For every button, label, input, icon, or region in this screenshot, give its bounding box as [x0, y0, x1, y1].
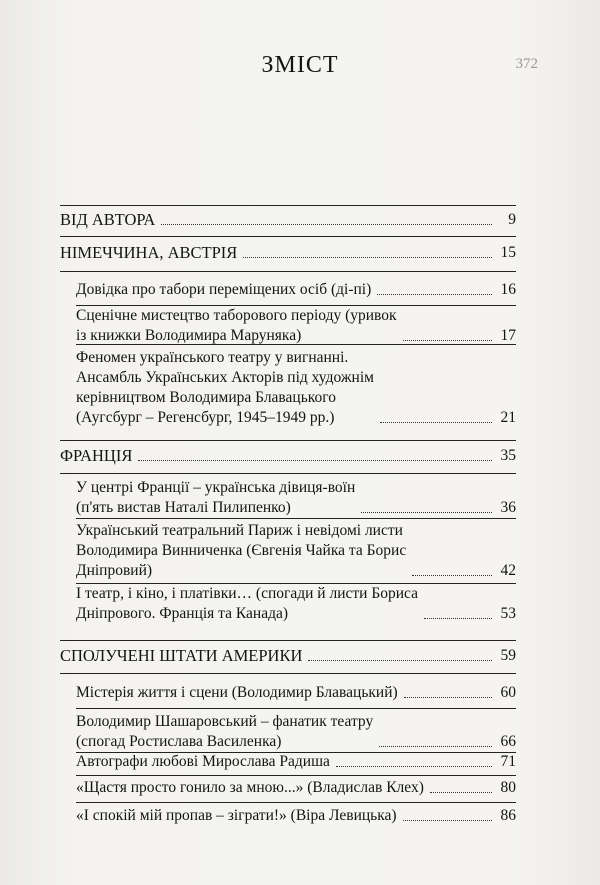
- toc-page-number: 53: [500, 605, 516, 622]
- page-folio: 372: [515, 56, 538, 72]
- dot-leader: [412, 575, 492, 576]
- toc-entry-stsenichne: [76, 306, 516, 346]
- toc-page-number: 71: [500, 753, 516, 770]
- dot-leader: [336, 766, 492, 767]
- dot-leader: [403, 820, 492, 821]
- toc-page-number: 21: [500, 409, 516, 426]
- toc-entry-avtohrafy: [76, 752, 516, 772]
- dot-leader: [377, 294, 492, 295]
- dot-leader: [161, 224, 492, 225]
- toc-entry-paryzh: [76, 521, 516, 581]
- toc-entry-shasharovskyi: [76, 712, 516, 752]
- toc-section-author: [60, 210, 516, 230]
- toc-page-number: 9: [508, 211, 516, 228]
- toc-page-number: 17: [500, 327, 516, 344]
- toc-entry-title: Містерія життя і сцени (Володимир Блавацький): [76, 684, 398, 701]
- toc-page-number: 15: [500, 244, 516, 261]
- page-title: ЗМІСТ: [261, 52, 339, 78]
- toc-entry-title: Сценічне мистецтво таборового періоду (уривок із книжки Володимира Маруняка): [76, 307, 397, 344]
- toc-entry-title: І театр, і кіно, і платівки… (спогади й листи Бориса Дніпрового. Франція та Канада): [76, 585, 418, 622]
- toc-page-number: 16: [500, 281, 516, 298]
- divider: [60, 640, 516, 641]
- toc-page-number: 60: [500, 684, 516, 701]
- dot-leader: [243, 257, 492, 258]
- toc-section-title: СПОЛУЧЕНІ ШТАТИ АМЕРИКИ: [60, 646, 303, 665]
- toc-entry-title: Автографи любові Мирослава Радиша: [76, 753, 330, 770]
- toc-entry-tsentri: [76, 478, 516, 518]
- toc-page-number: 66: [500, 733, 516, 750]
- toc-entry-title: У центрі Франції – українська дівиця-воїн (п'ять вистав Наталі Пилипенко): [76, 479, 356, 516]
- toc-page-number: 80: [500, 779, 516, 796]
- toc-entry-dovidka: [76, 280, 516, 300]
- toc-section-germany: [60, 243, 516, 263]
- divider: [76, 802, 516, 803]
- toc-entry-title: «І спокій мій пропав – зіграти!» (Віра Левицька): [76, 807, 397, 824]
- toc-section-france: [60, 446, 516, 466]
- divider: [60, 673, 516, 674]
- toc-section-title: НІМЕЧЧИНА, АВСТРІЯ: [60, 243, 238, 262]
- toc-entry-fenomen: [76, 348, 516, 428]
- toc-page-number: 59: [500, 647, 516, 664]
- divider: [60, 236, 516, 237]
- toc-entry-misteriya: [76, 683, 516, 703]
- divider: [76, 775, 516, 776]
- dot-leader: [430, 792, 492, 793]
- dot-leader: [424, 618, 492, 619]
- divider: [60, 271, 516, 272]
- dot-leader: [138, 460, 492, 461]
- divider: [76, 708, 516, 709]
- toc-section-usa: [60, 646, 516, 666]
- toc-entry-spokii: [76, 806, 516, 826]
- divider: [76, 518, 516, 519]
- toc-entry-title: Довідка про табори переміщених осіб (ді-пі): [76, 281, 372, 298]
- toc-entry-shchastia: [76, 778, 516, 798]
- toc-entry-title: Володимир Шашаровський – фанатик театру (спогад Ростислава Василенка): [76, 713, 374, 750]
- dot-leader: [379, 746, 492, 747]
- divider: [60, 205, 516, 206]
- toc-page-number: 86: [500, 807, 516, 824]
- toc-page-number: 35: [500, 447, 516, 464]
- toc-page-number: 42: [500, 562, 516, 579]
- divider: [60, 440, 516, 441]
- dot-leader: [308, 660, 492, 661]
- dot-leader: [404, 697, 492, 698]
- toc-entry-title: Феномен українського театру у вигнанні. Ансамбль Українських Акторів під художнім керівництвом Володимира Блавацького (Аугсбург – Регенсбург, 1945–1949 рр.): [76, 349, 374, 426]
- dot-leader: [403, 340, 492, 341]
- toc-section-title: ФРАНЦІЯ: [60, 446, 133, 465]
- dot-leader: [380, 422, 492, 423]
- dot-leader: [361, 512, 492, 513]
- toc-entry-title: Український театральний Париж і невідомі листи Володимира Винниченка (Євгенія Чайка та Борис Дніпровий): [76, 522, 407, 579]
- divider: [76, 344, 516, 345]
- toc-section-title: ВІД АВТОРА: [60, 210, 156, 229]
- toc-entry-teatr: [76, 584, 516, 624]
- divider: [60, 473, 516, 474]
- toc-page-number: 36: [500, 499, 516, 516]
- toc-entry-title: «Щастя просто гонило за мною...» (Владислав Клех): [76, 779, 424, 796]
